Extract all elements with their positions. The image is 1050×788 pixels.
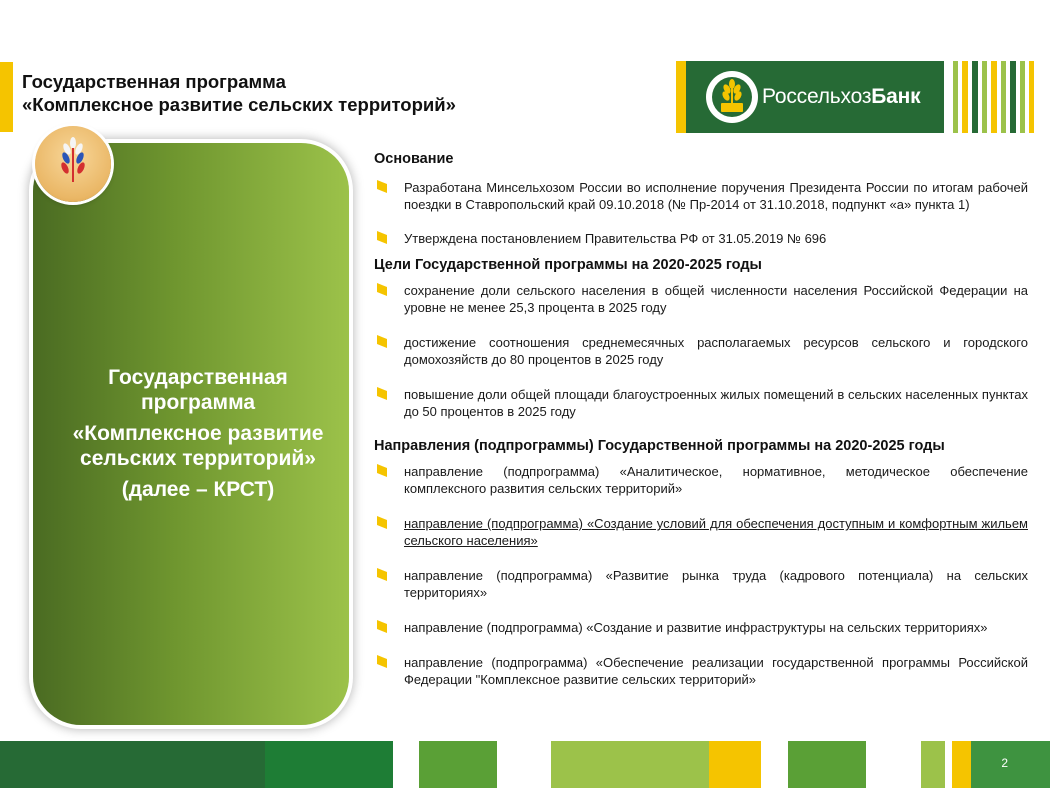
list-item: Разработана Минсельхозом России во исполнение поручения Президента России по итогам рабочей поездки в Ставропольский край 09.10.2018 (№ Пр-2014 от 31.10.2018, подпункт «а» пункта 1) bbox=[374, 179, 1028, 213]
card-line2: программа bbox=[140, 391, 256, 414]
list-item: направление (подпрограмма) «Развитие рынка труда (кадрового потенциала) на сельских территориях» bbox=[374, 567, 1028, 601]
section-heading-basis: Основание bbox=[374, 151, 454, 167]
card-line3: «Комплексное развитие bbox=[72, 422, 324, 445]
logo-stripes bbox=[946, 61, 1034, 133]
bullet-icon bbox=[377, 180, 388, 193]
card-line4: сельских территорий» bbox=[80, 447, 316, 470]
logo-emblem-icon bbox=[706, 71, 758, 123]
bullet-icon bbox=[377, 655, 388, 668]
list-item: направление (подпрограмма) «Создание и развитие инфраструктуры на сельских территориях» bbox=[374, 619, 1028, 636]
content-area bbox=[374, 150, 1028, 688]
list-item: достижение соотношения среднемесячных располагаемых ресурсов сельского и городского домохозяйств до 80 процентов в 2025 году bbox=[374, 334, 1028, 368]
bullet-icon bbox=[377, 335, 388, 348]
list-item: повышение доли общей площади благоустроенных жилых помещений в сельских населенных пунктах до 50 процентов в 2025 году bbox=[374, 386, 1028, 420]
bullet-icon bbox=[377, 516, 388, 529]
page-number: 2 bbox=[1001, 756, 1008, 770]
section-heading-goals: Цели Государственной программы на 2020-2025 годы bbox=[374, 257, 762, 273]
logo-band bbox=[676, 61, 944, 133]
list-item: сохранение доли сельского населения в общей численности населения Российской Федерации на уровне не менее 25,3 процента в 2025 году bbox=[374, 282, 1028, 316]
bullet-icon bbox=[377, 231, 388, 244]
list-item: направление (подпрограмма) «Обеспечение реализации государственной программы Российской Федерации "Комплексное развитие сельских территорий» bbox=[374, 654, 1028, 688]
section-heading-directions: Направления (подпрограммы) Государственной программы на 2020-2025 годы bbox=[374, 438, 945, 454]
wheat-emblem-icon bbox=[35, 126, 111, 202]
logo-wordmark: РоссельхозБанк bbox=[762, 85, 921, 108]
rshb-logo bbox=[676, 61, 1031, 133]
page-title-line2: «Комплексное развитие сельских территорий» bbox=[22, 94, 456, 115]
card-text bbox=[52, 365, 344, 502]
bullet-icon bbox=[377, 620, 388, 633]
list-item: направление (подпрограмма) «Создание условий для обеспечения доступным и комфортным жильем сельского населения» bbox=[374, 515, 1028, 549]
page-title-line1: Государственная программа bbox=[22, 71, 286, 92]
list-item: направление (подпрограмма) «Аналитическое, нормативное, методическое обеспечение комплексного развития сельских территорий» bbox=[374, 463, 1028, 497]
bullet-icon bbox=[377, 387, 388, 400]
bullet-icon bbox=[377, 464, 388, 477]
card-line5: (далее – КРСТ) bbox=[121, 478, 275, 501]
footer-bar bbox=[0, 741, 1050, 788]
card-line1: Государственная bbox=[108, 366, 288, 389]
header-accent-bar bbox=[0, 62, 13, 132]
list-item: Утверждена постановлением Правительства РФ от 31.05.2019 № 696 bbox=[374, 230, 1028, 247]
page-title bbox=[22, 70, 456, 116]
bullet-icon bbox=[377, 283, 388, 296]
bullet-icon bbox=[377, 568, 388, 581]
